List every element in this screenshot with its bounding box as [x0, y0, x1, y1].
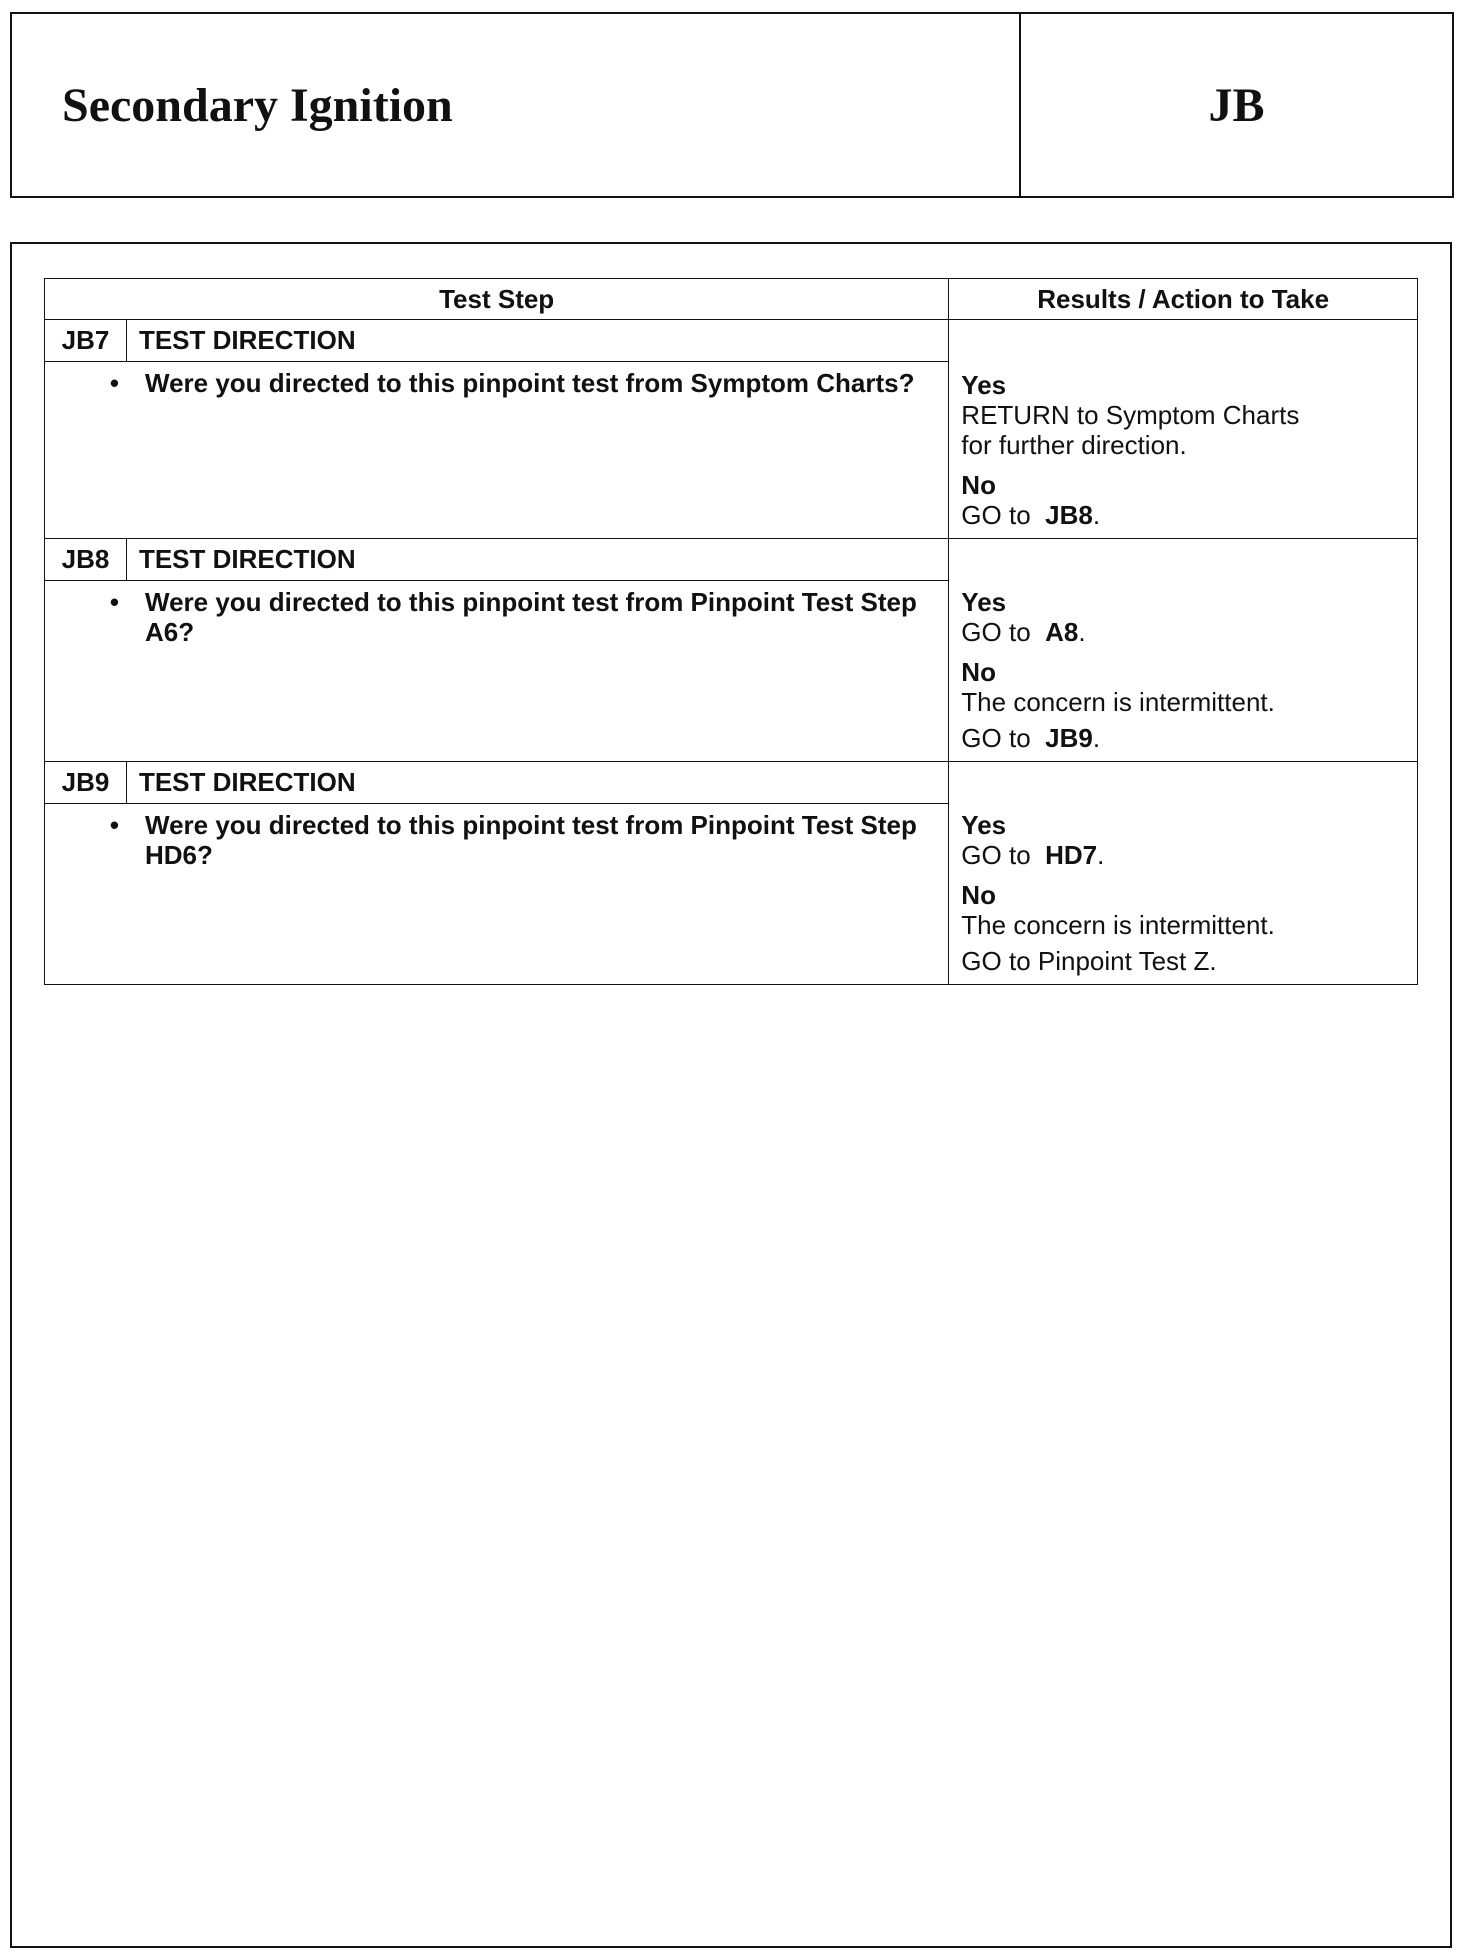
yes-label: Yes: [961, 370, 1007, 400]
step-id: JB9: [45, 762, 127, 804]
step-reference: JB9: [1045, 723, 1093, 753]
page-title: Secondary Ignition: [62, 78, 453, 132]
step-body: [45, 362, 949, 539]
step-title: TEST DIRECTION: [126, 539, 948, 581]
yes-action-line-2: for further direction.: [961, 430, 1187, 460]
no-action: GO to JB9.: [961, 723, 1101, 753]
step-body: [45, 580, 949, 761]
no-action: GO to JB8.: [961, 500, 1101, 530]
table-header-row: [45, 279, 1418, 320]
pinpoint-test-table: [44, 278, 1418, 985]
step-body: [45, 803, 949, 984]
section-code: JB: [1208, 78, 1265, 132]
header-title-cell: [12, 14, 1021, 196]
content-frame: [10, 242, 1452, 1948]
step-row-jb7: [45, 320, 1418, 362]
step-title: TEST DIRECTION: [126, 762, 948, 804]
step-question: [45, 804, 948, 870]
no-label: No: [961, 470, 996, 500]
bullet-icon: •: [109, 586, 119, 617]
yes-action: GO to A8.: [961, 617, 1086, 647]
question-text: Were you directed to this pinpoint test from Symptom Charts?: [145, 368, 915, 399]
yes-action-line-1: RETURN to Symptom Charts: [961, 400, 1300, 430]
no-condition: The concern is intermittent.: [961, 910, 1275, 940]
step-reference: JB8: [1045, 500, 1093, 530]
bullet-icon: •: [109, 368, 119, 399]
question-text: Were you directed to this pinpoint test from Pinpoint Test Step HD6?: [145, 809, 917, 870]
step-question: [45, 362, 948, 398]
yes-label: Yes: [961, 587, 1007, 617]
step-row-jb8: [45, 539, 1418, 581]
step-result: [949, 320, 1418, 539]
test-step-header: Test Step: [45, 279, 949, 320]
no-action: GO to Pinpoint Test Z.: [961, 946, 1217, 976]
results-header: Results / Action to Take: [949, 279, 1418, 320]
step-result: [949, 539, 1418, 762]
no-label: No: [961, 657, 996, 687]
yes-label: Yes: [961, 810, 1007, 840]
no-label: No: [961, 880, 996, 910]
no-condition: The concern is intermittent.: [961, 687, 1275, 717]
step-reference: A8: [1045, 617, 1079, 647]
step-id: JB7: [45, 320, 127, 362]
step-result: [949, 762, 1418, 985]
question-text: Were you directed to this pinpoint test from Pinpoint Test Step A6?: [145, 586, 917, 647]
yes-action: GO to HD7.: [961, 840, 1105, 870]
step-reference: HD7: [1045, 840, 1098, 870]
step-title: TEST DIRECTION: [126, 320, 948, 362]
bullet-icon: •: [109, 809, 119, 840]
page-header: [10, 12, 1454, 198]
step-id: JB8: [45, 539, 127, 581]
step-row-jb9: [45, 762, 1418, 804]
step-question: [45, 581, 948, 647]
header-code-cell: [1021, 14, 1452, 196]
